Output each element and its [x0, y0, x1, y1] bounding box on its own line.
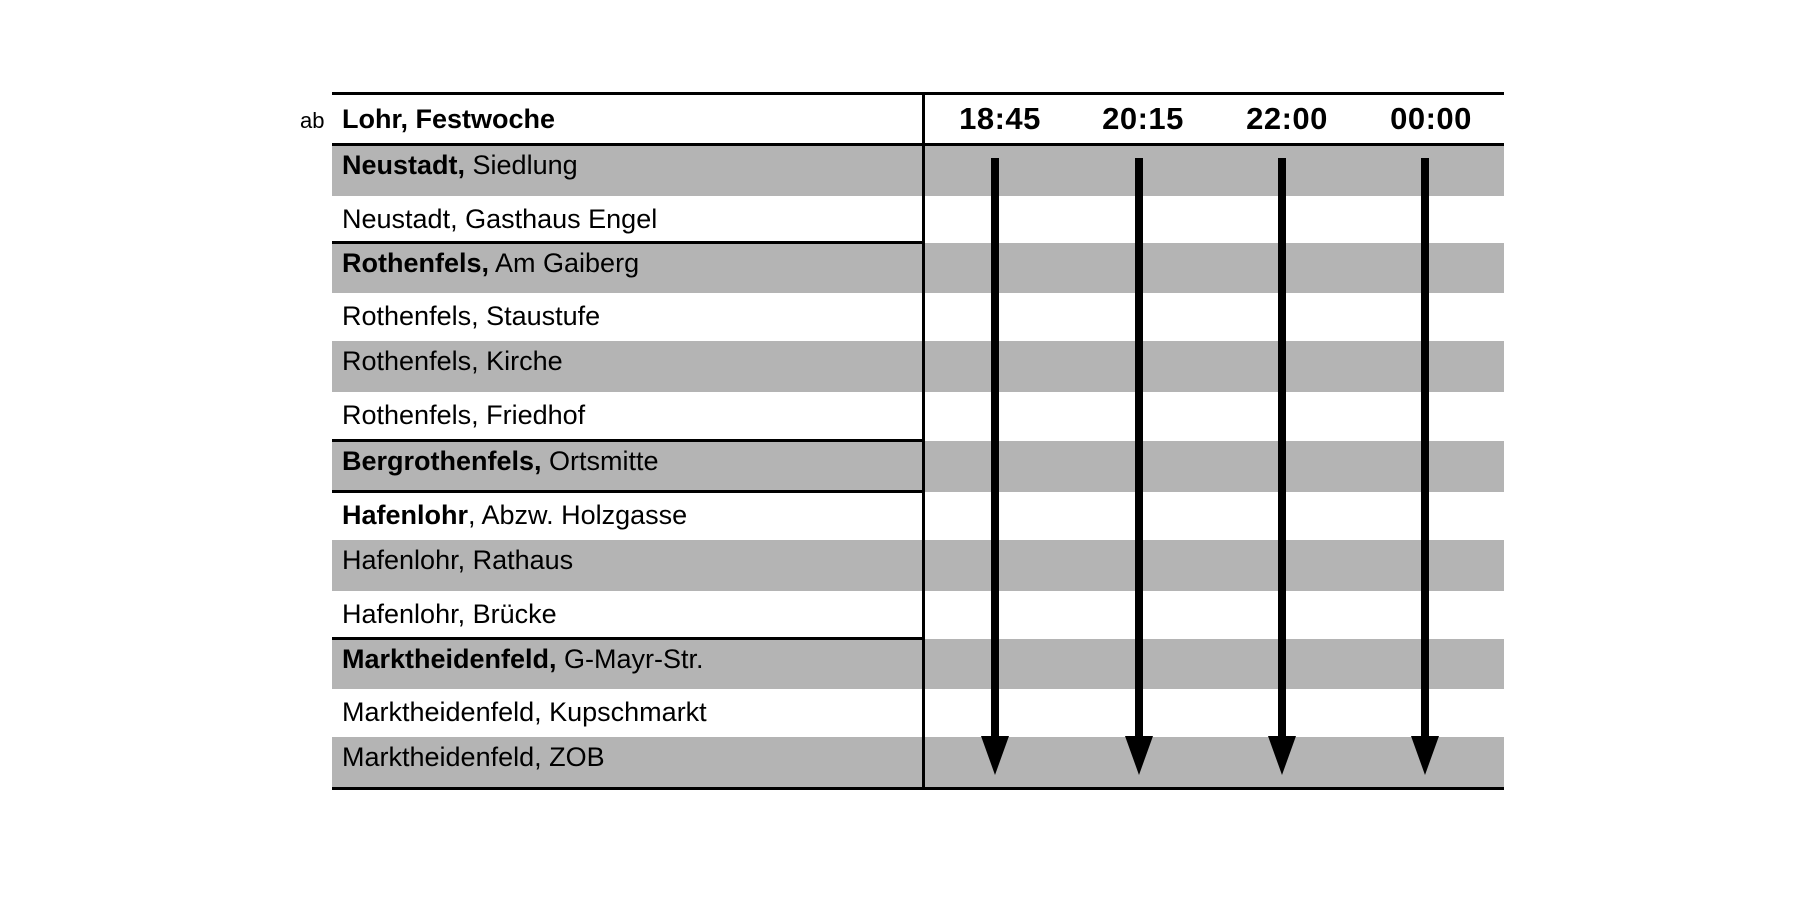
stop-detail: G-Mayr-Str. [556, 644, 704, 674]
stop-detail: Staustufe [478, 301, 601, 331]
stop-place: Hafenlohr, [342, 545, 466, 575]
through-arrow-2 [1125, 158, 1153, 775]
stop-place: Marktheidenfeld, [342, 644, 557, 674]
departure-time-3: 22:00 [1246, 101, 1328, 136]
origin-stop: Lohr, Festwoche [342, 104, 556, 134]
stop-detail: Friedhof [478, 400, 586, 430]
stop-place: Neustadt, [342, 204, 458, 234]
stop-detail: Kirche [478, 346, 563, 376]
group-divider [332, 490, 922, 493]
stop-place: Bergrothenfels, [342, 446, 542, 476]
stop-place: Hafenlohr [342, 500, 469, 530]
stop-place: Rothenfels, [342, 301, 479, 331]
column-divider [922, 94, 925, 789]
origin-prefix: ab [300, 108, 325, 133]
stop-detail: Rathaus [465, 545, 574, 575]
stop-place: Rothenfels, [342, 248, 490, 278]
stop-place: Neustadt, [342, 150, 466, 180]
header-rule [332, 143, 1504, 146]
through-arrow-1 [981, 158, 1009, 775]
stop-detail: , Abzw. Holzgasse [468, 500, 688, 530]
departure-time-4: 00:00 [1390, 101, 1472, 136]
bottom-rule [332, 787, 1504, 790]
group-divider [332, 439, 922, 442]
stop-place: Marktheidenfeld, [342, 697, 542, 727]
stop-detail: Am Gaiberg [489, 248, 640, 278]
stop-detail: Brücke [465, 599, 557, 629]
stop-place: Hafenlohr, [342, 599, 466, 629]
through-arrow-4 [1411, 158, 1439, 775]
stop-detail: Kupschmarkt [541, 697, 707, 727]
stop-detail: Ortsmitte [541, 446, 659, 476]
stop-place: Rothenfels, [342, 346, 479, 376]
through-arrow-3 [1268, 158, 1296, 775]
stop-detail: Siedlung [465, 150, 578, 180]
group-divider [332, 241, 922, 244]
stop-detail: ZOB [541, 742, 605, 772]
departure-time-2: 20:15 [1102, 101, 1184, 136]
stop-detail: Gasthaus Engel [457, 204, 658, 234]
departure-time-1: 18:45 [959, 101, 1041, 136]
top-rule [332, 92, 1504, 95]
stop-place: Marktheidenfeld, [342, 742, 542, 772]
group-divider [332, 637, 922, 640]
stop-place: Rothenfels, [342, 400, 479, 430]
